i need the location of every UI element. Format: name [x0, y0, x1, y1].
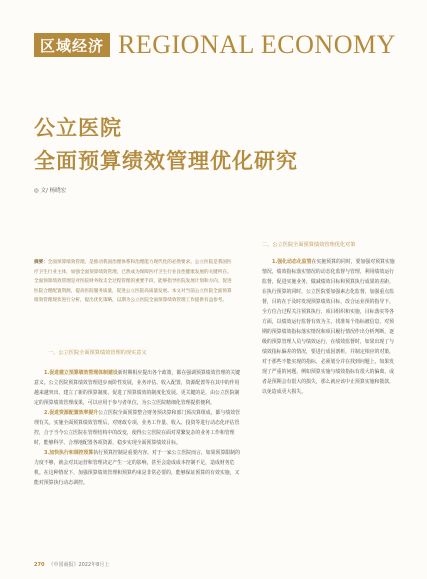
- left-paragraph-text: 执行预算控制是重要内容。对于一家公立医院而言，如果预算限制的力度不够，就会对其运营和管理决定产生一定的影响，甚至会造成成本控制不足，造成财务危机。在这种情况下，加强预算绩效管理和预算约束是非常必要的，能够保证预算的有效实施，又能对预算执行动态调控。: [34, 450, 241, 486]
- right-paragraph-heading: 1.强化动态化监管: [272, 259, 312, 265]
- abstract-text: 全面预算绩效管理，是推动我国治理体系和治理能力现代化的必然要求。公立医院是我国医疗卫生行业主体，加强全面预算绩效管理，已然成为保障医疗卫生行业良性健康发展的关键所在。全面预算绩效管理是对医院财务收支全过程管理的重要手段，能够指导医院发展计划和方向，促进医院合理配置资源，提高医院服务质量，促进公立医院高质量发展。本文对当前公立医院全面预算绩效管理现状进行分析，提出优化策略，以期为公立医院全面预算绩效管理工作提供有益参考。: [34, 260, 232, 304]
- left-paragraph-heading: 3.加快执行和调控预算: [44, 450, 94, 456]
- left-paragraph-text: 新时期相应提出各个政策，都在强调预算绩效管理的关键意义。公立医院预算绩效管理进步而阶性发展，业务评估、收入配置，资源配置等在其中的作用越来越突出，建立了新的预算制度，促进了预算绩效的制度化发展。更关键的是，由公立医院制定的预算绩效管理成果，可以应用于参与者单位，为公立医院精细化管理提供便利。: [34, 370, 241, 406]
- right-section-title: 二、公立医院全面预算绩效管理优化对策: [262, 242, 356, 248]
- left-paragraph: [34, 408, 241, 448]
- right-column: [262, 240, 398, 397]
- left-paragraph: [34, 448, 241, 488]
- abstract-label: 摘要：: [34, 260, 48, 265]
- left-section-title: 一、公立医院全面预算绩效管理的现实意义: [48, 350, 147, 356]
- section-title-en: REGIONAL ECONOMY: [118, 30, 396, 59]
- abstract: [34, 258, 234, 306]
- page-footer: [34, 561, 109, 568]
- article-byline: ◎ 文/ 杨晓宏: [34, 188, 67, 194]
- left-paragraph-text: 公立医院全面预算整合财务预决算和部门预决算组成，都与绩效管理有关。实施全面预算绩效管理后，对财政专项、业务工作量、收入、投资等进行动态化评估管控，合于当今公立医院在管理结构中的改变，使得公立医院在面对常繁复杂的业务工作和管理时，能够科学、合理地配置各项资源，稳步实现全面预算绩效目标。: [34, 410, 241, 446]
- page-number: 270: [34, 562, 45, 568]
- journal-citation: 《中国商报》2022年8月上: [48, 562, 110, 568]
- left-column: [34, 348, 241, 488]
- left-paragraph: [34, 368, 241, 408]
- section-header: [34, 31, 399, 59]
- right-paragraph-text: 在实施预算的同时，要加强对预算实施情况，绩效指标落实情况的动态化监督与管理，利用绩效运行监督，促进实施业务，做减绩效目标和预算执行成果的差距，在执行预算的同时，公立医院要加强素志化监督，加强重点监督，目的在于及时发现预算绩效目标，改合运业预的指导下，全方位合过程关注预算执行，项目组织和实施，目标落实等各方面，以绩效运行监督有效为主，找准每个指标被信息，对预期的预算绩效指标落实情况和项目履行情况作出分析判断，逐级的预算管理人员与绩效运行，在绩效监督时，如果出现了与绩效指标偏差的情况，要进行成因剖析，并制定相应的对策，对于那些不能实现的指标，必须划分并在找到问题上，如果发现了严重的问题，例如预算实施与绩效指标有很大的偏离，或者是预期会有很大的损失，那么就应该中止预算实施和拨款，以免造成更大损失。: [262, 259, 395, 395]
- article-title-line1: 公立医院: [34, 115, 122, 140]
- left-paragraph-heading: 1.促进建立预算绩效管理体制建设: [44, 370, 118, 376]
- right-paragraph: [262, 257, 398, 397]
- article-title-line2: 全面预算绩效管理优化研究: [34, 148, 298, 173]
- left-paragraph-heading: 2.促进资源配置效率提升: [44, 410, 99, 416]
- section-badge: 区域经济: [34, 33, 110, 57]
